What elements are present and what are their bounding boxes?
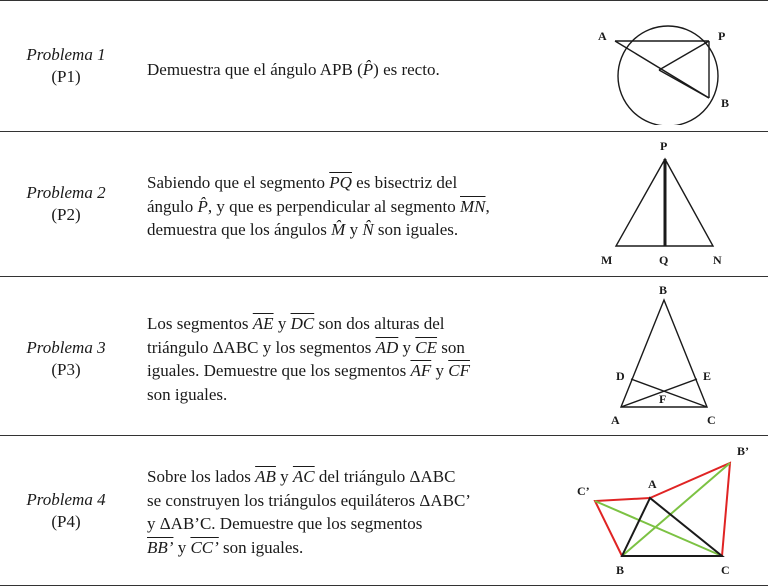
statement-text: y ΔAB’C. Demuestre que los segmentos — [147, 514, 423, 533]
angle-notation: M̂ — [331, 220, 346, 239]
problem-statement-2 — [147, 171, 547, 242]
label-B-prime: B’ — [737, 444, 749, 458]
label-M: M — [601, 253, 613, 267]
statement-line — [147, 359, 547, 383]
label-A: A — [611, 413, 620, 427]
label-E: E — [703, 369, 712, 383]
statement-text: son iguales. — [218, 537, 304, 557]
problem-statement-3 — [147, 312, 547, 406]
segment-notation: BB’ — [147, 537, 174, 557]
statement-text: y — [273, 314, 291, 333]
label-C: C — [707, 413, 716, 427]
segment-notation: $\overline{AE}$ — [252, 314, 274, 333]
problem-label-1: Problema 1 (P1) — [26, 45, 106, 86]
segment-notation: $\overline{AC}$ — [292, 467, 315, 486]
statement-line — [147, 512, 547, 536]
problem-label-2: Problema 2 (P2) — [26, 183, 106, 224]
label-A: A — [648, 477, 657, 491]
segment-notation: $\overline{MN}$ — [460, 196, 486, 216]
statement-line — [147, 171, 547, 195]
statement-text: , y que es perpendicular al segmento — [207, 196, 460, 216]
statement-line — [147, 465, 547, 489]
statement-line — [147, 489, 547, 513]
statement-line — [147, 58, 547, 82]
label-C-prime: C’ — [577, 484, 590, 498]
statement-text: ) es recto. — [373, 60, 440, 79]
statement-text: y — [398, 337, 416, 357]
statement-line — [147, 195, 547, 219]
problem-label-3: Problema 3 (P3) — [26, 338, 106, 379]
problem-statement-1 — [147, 58, 547, 82]
statement-text: del triángulo ΔABC — [314, 467, 456, 486]
table-top-rule — [0, 0, 768, 1]
statement-text: y — [345, 220, 363, 239]
row-separator — [0, 435, 768, 436]
figure-circle-apb — [590, 20, 750, 125]
segment-notation: $\overline{CF}$ — [448, 361, 470, 380]
segment-notation: $\overline{AD}$ — [375, 337, 399, 357]
label-P: P — [718, 29, 726, 43]
segment-notation: $\overline{AF}$ — [410, 361, 432, 380]
statement-line — [147, 336, 547, 360]
statement-text: iguales. Demuestre que los segmentos — [147, 361, 411, 380]
statement-text: se construyen los triángulos equiláteros ΔABC’ — [147, 490, 471, 510]
statement-line — [147, 383, 547, 407]
statement-text: y — [275, 467, 293, 486]
segment-notation: $\overline{DC}$ — [290, 314, 315, 333]
label-A: A — [598, 29, 607, 43]
statement-text: demuestra que los ángulos — [147, 220, 332, 239]
statement-text: son — [437, 337, 465, 357]
statement-text: y — [431, 361, 449, 380]
statement-text: son dos alturas del — [314, 314, 445, 333]
label-P: P — [660, 139, 668, 153]
row-separator — [0, 276, 768, 277]
statement-text: son iguales. — [373, 220, 459, 239]
statement-text: Sabiendo que el segmento — [147, 173, 330, 192]
label-N: N — [713, 253, 722, 267]
label-F: F — [659, 392, 667, 406]
statement-text: triángulo ΔABC y los segmentos — [147, 337, 376, 357]
label-B: B — [659, 283, 668, 297]
statement-text: Sobre los lados — [147, 467, 256, 486]
label-Q: Q — [659, 253, 669, 267]
label-D: D — [616, 369, 625, 383]
statement-text: ángulo — [147, 196, 198, 216]
statement-text: y — [173, 537, 191, 557]
label-B: B — [721, 96, 730, 110]
angle-notation: P̂ — [362, 60, 374, 79]
problem-statement-4 — [147, 465, 547, 559]
statement-text: es bisectriz del — [351, 173, 458, 192]
row-separator — [0, 131, 768, 132]
statement-text: , — [485, 196, 490, 216]
figure-equilateral-triangles — [575, 438, 765, 583]
segment-notation: CC’ — [190, 537, 219, 557]
segment-notation: $\overline{CE}$ — [415, 337, 438, 357]
statement-line — [147, 312, 547, 336]
label-C: C — [721, 563, 730, 577]
figure-isosceles-pmn — [590, 136, 750, 271]
statement-text: son iguales. — [147, 384, 228, 404]
segment-notation: $\overline{PQ}$ — [329, 173, 352, 192]
segment-notation: $\overline{AB}$ — [255, 467, 276, 486]
problem-label-4: Problema 4 (P4) — [26, 490, 106, 531]
statement-text: Demuestra que el ángulo APB ( — [147, 60, 363, 79]
angle-notation: P̂ — [197, 196, 208, 216]
figure-triangle-abc-heights — [590, 280, 750, 430]
statement-line — [147, 536, 547, 560]
angle-notation: N̂ — [362, 220, 374, 239]
label-B: B — [616, 563, 625, 577]
statement-line — [147, 218, 547, 242]
statement-text: Los segmentos — [147, 314, 253, 333]
